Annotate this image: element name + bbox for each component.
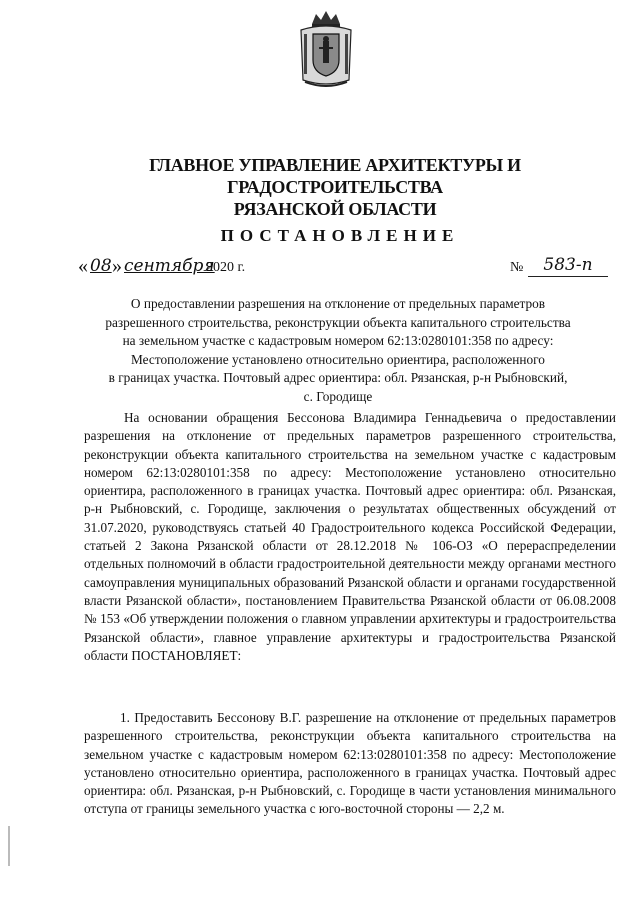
scan-margin-mark (8, 826, 10, 866)
date-day: 08 (90, 256, 112, 276)
subject-line: на земельном участке с кадастровым номером 62:13:0280101:358 по адресу: (122, 333, 554, 348)
preamble-paragraph: На основании обращения Бессонова Владимира Геннадьевича о предоставлении разрешения на отклонение от предельных параметров разрешенного строительства, реконструкции объекта капитального строительства на земельном участке с кадастровым номером 62:13:0280101:358 по адресу: Местоположение установлено относительно ориентира, расположенного в границах участка. Почтовый адрес ориентира: обл. Рязанская, р-н Рыбновский, с. Городище, заключения о результатах общественных обсуждений от 31.07.2020, руководствуясь статьей 40 Градостроительного кодекса Российской Федерации, статьей 2 Закона Рязанской области от 28.12.2018 № 106-ОЗ «О перераспределении отдельных полномочий в области градостроительной деятельности между органами местного самоуправления муниципальных образований Рязанской области и органами государственной власти Рязанской области», постановлением Правительства Рязанской области от 06.08.2008 № 153 «Об утверждении положения о главном управлении архитектуры и градостроительства Рязанской области», главное управление архитектуры и градостроительства Рязанской области ПОСТАНОВЛЯЕТ: (84, 410, 616, 663)
subject-line: в границах участка. Почтовый адрес ориентира: обл. Рязанская, р-н Рыбновский, (108, 370, 568, 385)
date-month: сентября (124, 256, 215, 276)
date-close-quote: » (112, 255, 122, 277)
resolution-item-1: 1. Предоставить Бессонову В.Г. разрешение на отклонение от предельных параметров разрешенного строительства, реконструкции объекта капитального строительства на земельном участке с кадастровым номером 62:13:0280101:358 по адресу: Местоположение установлено относительно ориентира, расположенного в границах участка. Почтовый адрес ориентира: обл. Рязанская, р-н Рыбновский, с. Городище в части установления минимального отступа от границы земельного участка с юго-восточной стороны — 2,2 м. (84, 710, 616, 817)
organization-heading (40, 154, 630, 220)
document-subject (92, 295, 584, 406)
subject-line: с. Городище (303, 388, 373, 404)
coat-of-arms-icon (297, 8, 355, 90)
date-year: 2020 г. (206, 260, 246, 275)
document-number: 583-п (528, 254, 608, 277)
organization-line-1: ГЛАВНОЕ УПРАВЛЕНИЕ АРХИТЕКТУРЫ И ГРАДОСТРОИТЕЛЬСТВА (149, 155, 521, 197)
subject-line: Местоположение установлено относительно ориентира, расположенного (131, 351, 545, 367)
date-open-quote: « (78, 255, 88, 277)
subject-line: О предоставлении разрешения на отклонение от предельных параметров (130, 296, 546, 311)
organization-line-2: РЯЗАНСКОЙ ОБЛАСТИ (233, 199, 437, 219)
date-number-line (78, 254, 618, 280)
subject-line: разрешенного строительства, реконструкции объекта капитального строительства (105, 314, 571, 330)
document-type: ПОСТАНОВЛЕНИЕ (220, 226, 460, 245)
number-label: № (510, 260, 524, 275)
